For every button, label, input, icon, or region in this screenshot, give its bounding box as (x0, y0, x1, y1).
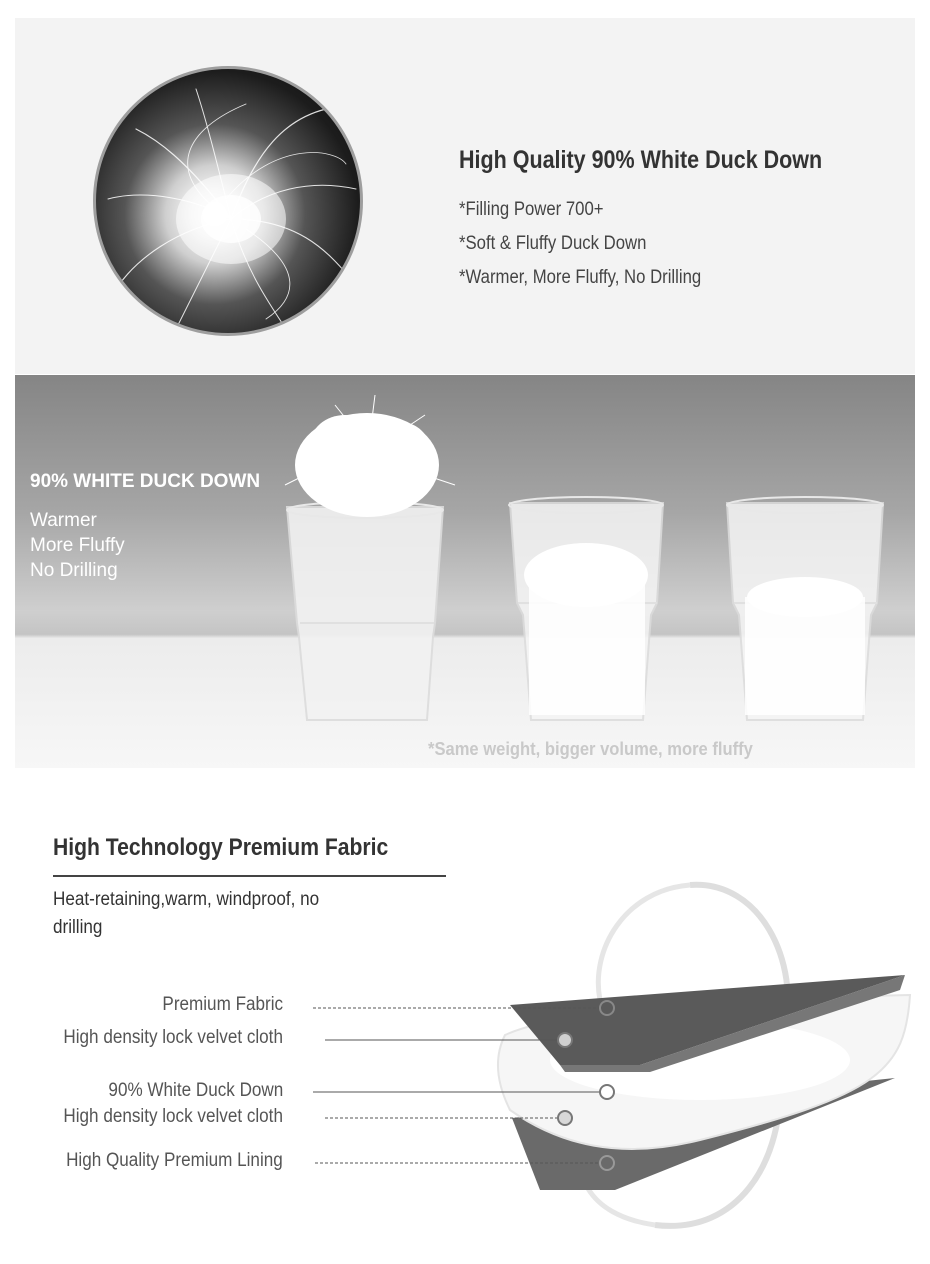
comparison-panel (15, 375, 915, 768)
layer-label-velvet-cloth-top: High density lock velvet cloth (63, 1027, 283, 1048)
feature-list (459, 198, 734, 300)
glass-large (285, 395, 455, 720)
feature-point: *Filling Power 700+ (459, 199, 604, 220)
down-feather-image (93, 66, 363, 336)
fabric-layers-diagram (0, 860, 930, 1264)
fabric-title: High Technology Premium Fabric (53, 834, 389, 861)
feature-title: High Quality 90% White Duck Down (459, 146, 823, 174)
feature-point: *Warmer, More Fluffy, No Drilling (459, 267, 702, 288)
feature-point: *Soft & Fluffy Duck Down (459, 233, 647, 254)
comparison-note: *Same weight, bigger volume, more fluffy (428, 739, 753, 759)
comparison-point: Warmer (30, 510, 97, 531)
fabric-description: Heat-retaining,warm, windproof, no drilling (53, 889, 320, 938)
layer-label-lining: High Quality Premium Lining (66, 1150, 283, 1171)
comparison-heading: 90% WHITE DUCK DOWN (30, 471, 261, 492)
comparison-point: No Drilling (30, 560, 118, 581)
comparison-list (30, 508, 125, 583)
layer-label-velvet-cloth-bottom: High density lock velvet cloth (63, 1106, 283, 1127)
comparison-point: More Fluffy (30, 535, 125, 556)
layer-label-premium-fabric: Premium Fabric (162, 994, 283, 1015)
glass-comparison-image (15, 375, 915, 768)
layer-label-duck-down: 90% White Duck Down (108, 1080, 283, 1101)
glass-medium (509, 497, 663, 720)
glass-small (727, 497, 883, 720)
